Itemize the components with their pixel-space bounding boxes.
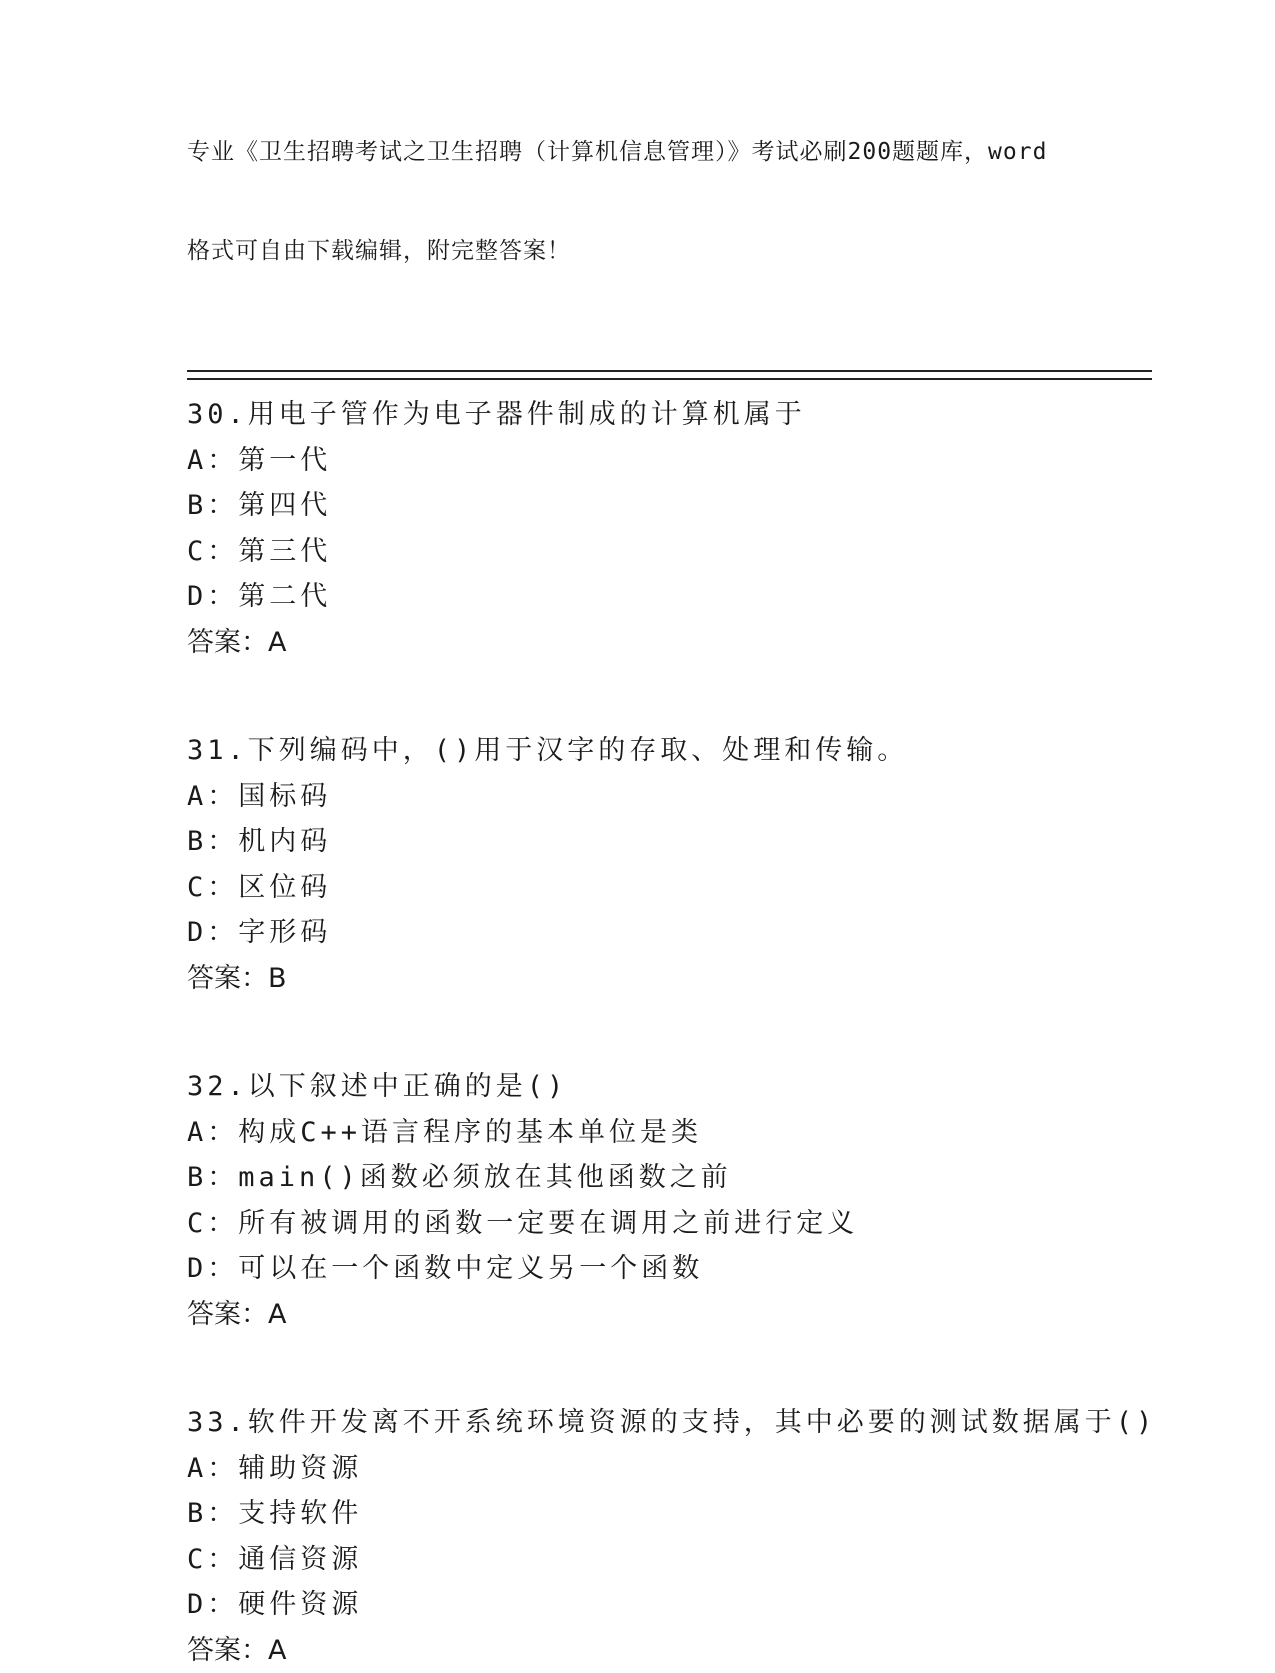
- option-b: B：第四代: [187, 483, 1152, 529]
- question-stem: 33.软件开发离不开系统环境资源的支持，其中必要的测试数据属于(): [187, 1400, 1152, 1446]
- option-c: C：通信资源: [187, 1537, 1152, 1583]
- question-stem: 32.以下叙述中正确的是(): [187, 1064, 1152, 1110]
- answer-value: A: [268, 627, 286, 658]
- answer-label: 答案：: [187, 1299, 268, 1330]
- option-b: B：支持软件: [187, 1491, 1152, 1537]
- document-page: [187, 70, 1152, 1673]
- question-stem: 31.下列编码中，()用于汉字的存取、处理和传输。: [187, 728, 1152, 774]
- question-33: [187, 1400, 1152, 1673]
- option-a: A：辅助资源: [187, 1446, 1152, 1492]
- answer-line: [187, 620, 1152, 666]
- option-d: D：可以在一个函数中定义另一个函数: [187, 1246, 1152, 1292]
- option-a: A：构成C++语言程序的基本单位是类: [187, 1110, 1152, 1156]
- header-line-2: 格式可自由下载编辑，附完整答案！: [187, 235, 1152, 268]
- answer-line: [187, 956, 1152, 1002]
- answer-line: [187, 1292, 1152, 1338]
- option-d: D：字形码: [187, 910, 1152, 956]
- question-30: [187, 392, 1152, 665]
- option-c: C：第三代: [187, 529, 1152, 575]
- answer-value: A: [268, 1635, 286, 1666]
- option-a: A：第一代: [187, 438, 1152, 484]
- option-d: D：第二代: [187, 574, 1152, 620]
- option-a: A：国标码: [187, 774, 1152, 820]
- question-32: [187, 1064, 1152, 1337]
- answer-label: 答案：: [187, 1635, 268, 1666]
- option-b: B：main()函数必须放在其他函数之前: [187, 1155, 1152, 1201]
- answer-line: [187, 1628, 1152, 1673]
- question-stem: 30.用电子管作为电子器件制成的计算机属于: [187, 392, 1152, 438]
- answer-value: B: [268, 963, 287, 994]
- option-b: B：机内码: [187, 819, 1152, 865]
- header-line-1: 专业《卫生招聘考试之卫生招聘（计算机信息管理）》考试必刷200题题库，word: [187, 136, 1152, 169]
- answer-value: A: [268, 1299, 286, 1330]
- option-d: D：硬件资源: [187, 1582, 1152, 1628]
- answer-label: 答案：: [187, 627, 268, 658]
- answer-label: 答案：: [187, 963, 268, 994]
- option-c: C：区位码: [187, 865, 1152, 911]
- header-divider: [187, 370, 1152, 380]
- document-header: [187, 70, 1152, 334]
- option-c: C：所有被调用的函数一定要在调用之前进行定义: [187, 1201, 1152, 1247]
- question-31: [187, 728, 1152, 1001]
